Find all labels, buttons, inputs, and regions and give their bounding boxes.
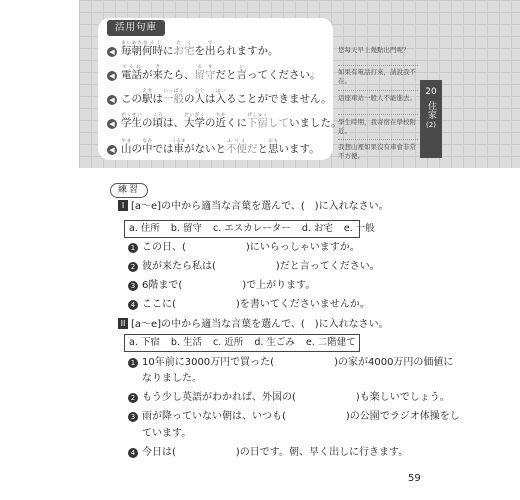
phrases-title: 活用句庫 [107, 20, 165, 36]
choice: a. 下宿 [129, 337, 160, 348]
exercise-item [128, 298, 370, 311]
choice: c. 近所 [213, 337, 244, 348]
speaker-icon: ◀ [107, 47, 117, 57]
number-badge: 1 [128, 358, 138, 368]
phrase-2: ◀ 電話でんわが来きたら、留守るすだと言いってください。 [107, 60, 332, 82]
exercise-item [128, 260, 380, 273]
number-badge: 1 [128, 243, 138, 253]
instruction-text: [a〜e]の中から適当な言葉を選んで、( )に入れなさい。 [131, 319, 389, 330]
choice-box-2 [124, 334, 360, 352]
item-text: 10年前に3000万円で買った( )の家が4000万円の価値に [142, 357, 454, 368]
speaker-icon: ◀ [107, 145, 117, 155]
choice: e. 一般 [343, 223, 375, 234]
chapter-title: 住家 [426, 101, 436, 119]
translation-2: 如果有電話打來，請說我不在。 [338, 68, 416, 85]
phrase-4: ◀ 学生がくせいの頃ころは、大学だいがくの近ちかくに下宿げしゅくしていました。 [107, 108, 332, 130]
choice: b. 生活 [170, 337, 202, 348]
number-badge: 4 [128, 448, 138, 458]
exercise-item [128, 279, 315, 292]
chapter-tab [420, 80, 442, 158]
divider [338, 139, 418, 140]
question-2-instruction [118, 318, 389, 331]
exercise-item [128, 356, 453, 369]
number-badge: 4 [128, 300, 138, 310]
choice: e. 二階建て [305, 337, 356, 348]
item-text: ここに( )を書いてくださいませんか。 [142, 299, 370, 310]
exercise-item [128, 241, 360, 254]
phrase-1: ◀ 毎朝まいあさ何時なんじにお宅たくを出でられますか。 [107, 36, 332, 58]
item-text: もう少し英語がわかれば、外国の( )も楽しいでしょう。 [142, 392, 450, 403]
translation-4: 學生時期，我寄宿在學校附近。 [338, 118, 416, 135]
phrase-3: ◀ この駅えきは一般いっぱんの人ひとは入はいることができません。 [107, 84, 332, 106]
item-text: 雨が降っていない朝は、いつも( )の公園でラジオ体操をし [142, 411, 460, 422]
left-margin [0, 0, 79, 168]
item-text: この日、( )にいらっしゃいますか。 [142, 242, 360, 253]
choice: b. 留守 [170, 223, 202, 234]
number-badge: 3 [128, 412, 138, 422]
item-continuation: なりました。 [142, 373, 202, 384]
number-badge: 3 [128, 281, 138, 291]
roman-numeral: II [118, 318, 128, 329]
item-text: 彼が来たら私は( )だと言ってください。 [142, 261, 380, 272]
translation-1: 您每天早上幾點出門呢？ [338, 46, 410, 54]
speaker-icon: ◀ [107, 71, 117, 81]
translation-3: 這座車站一般人不能進去。 [338, 94, 416, 102]
exercise-item [128, 446, 408, 459]
choice: c. エスカレーター [213, 223, 291, 234]
question-1-instruction [118, 200, 389, 213]
item-continuation: ています。 [142, 428, 192, 439]
exercise-item [128, 410, 460, 423]
speaker-icon: ◀ [107, 119, 117, 129]
chapter-number: 20 [425, 87, 437, 97]
practice-title: 練習 [110, 183, 148, 198]
choice-box-1 [124, 220, 375, 238]
choice: a. 住所 [129, 223, 160, 234]
number-badge: 2 [128, 262, 138, 272]
item-text: 今日は( )の日です。朝、早く出しに行きます。 [142, 447, 409, 458]
phrase-5: ◀ 山やまの中なかでは車くるまがないと不便ふべんだと思おもいます。 [107, 134, 332, 156]
speaker-icon: ◀ [107, 95, 117, 105]
roman-numeral: I [118, 200, 128, 211]
instruction-text: [a〜e]の中から適当な言葉を選んで、( )に入れなさい。 [131, 201, 389, 212]
choice: d. 生ごみ [254, 337, 295, 348]
choice: d. お宅 [301, 223, 333, 234]
item-text: 6階まで( )で上がります。 [142, 280, 316, 291]
divider [338, 114, 418, 115]
divider [338, 65, 418, 66]
number-badge: 2 [128, 393, 138, 403]
translation-5: 我想山裡如果沒有車會非常不方便。 [338, 143, 416, 160]
exercise-item [128, 391, 450, 404]
divider [338, 90, 418, 91]
chapter-part: (2) [426, 121, 436, 129]
page-number: 59 [408, 473, 421, 484]
